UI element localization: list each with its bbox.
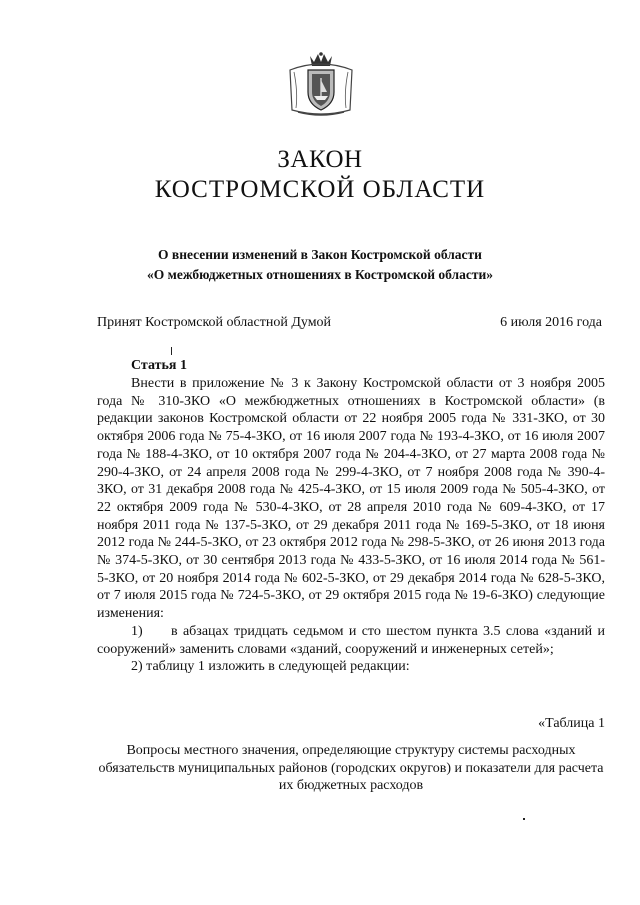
article-body [97,375,605,676]
amendment-item-1 [97,623,605,658]
coat-of-arms-icon [284,52,358,118]
table-label: «Таблица 1 [538,716,605,731]
law-title-line1: ЗАКОН [277,146,363,173]
table-title: Вопросы местного значения, определяющие структуру системы расходных обязательств муниципальных районов (городских округов) и показатели для расчета их бюджетных расходов [98,743,604,794]
adoption-line [97,315,602,331]
item-1-number: 1) [131,623,143,639]
law-subject [0,245,640,285]
item-1-text: в абзацах тридцать седьмом и сто шестом пункта 3.5 слова «зданий и сооружений» заменить словами «зданий, сооружений и инженерных сетей»; [97,623,605,657]
article-heading: Статья 1 [131,358,187,373]
law-title-line2: КОСТРОМСКОЙ ОБЛАСТИ [154,176,486,203]
adopted-by: Принят Костромской областной Думой [97,315,332,330]
subject-line1: О внесении изменений в Закон Костромской области [158,247,482,262]
adoption-date: 6 июля 2016 года [500,315,602,330]
article-intro: Внести в приложение № 3 к Закону Костромской области от 3 ноября 2005 года № 310-ЗКО «О межбюджетных отношениях в Костромской области» (в редакции законов Костромской области от 22 ноября 2005 года № 331-ЗКО, от 30 октября 2006 года № 75-4-ЗКО, от 16 июля 2007 года № 193-4-ЗКО, от 16 июля 2007 года № 188-4-ЗКО, от 10 октября 2007 года № 204-4-ЗКО, от 27 марта 2008 года № 290-4-ЗКО, от 24 апреля 2008 года № 299-4-ЗКО, от 7 ноября 2008 года № 390-4-ЗКО, от 31 декабря 2008 года № 425-4-ЗКО, от 15 июля 2009 года № 505-4-ЗКО, от 22 октября 2009 года № 530-4-ЗКО, от 28 апреля 2010 года № 609-4-ЗКО, от 17 ноября 2011 года № 137-5-ЗКО, от 29 декабря 2011 года № 169-5-ЗКО, от 18 июня 2012 года № 244-5-ЗКО, от 23 октября 2012 года № 298-5-ЗКО, от 26 июня 2013 года № 374-5-ЗКО, от 30 сентября 2013 года № 433-5-ЗКО, от 16 июля 2014 года № 561-5-ЗКО, от 20 ноября 2014 года № 602-5-ЗКО, от 29 декабря 2014 года № 628-5-ЗКО, от 7 июля 2015 года № 724-5-ЗКО, от 29 октября 2015 года № 19-6-ЗКО) следующие изменения: [97,376,605,622]
amendment-item-2: 2) таблицу 1 изложить в следующей редакции: [131,659,410,675]
scan-mark [171,347,172,355]
subject-line2: «О межбюджетных отношениях в Костромской области» [147,267,493,282]
scan-speck [523,818,525,820]
